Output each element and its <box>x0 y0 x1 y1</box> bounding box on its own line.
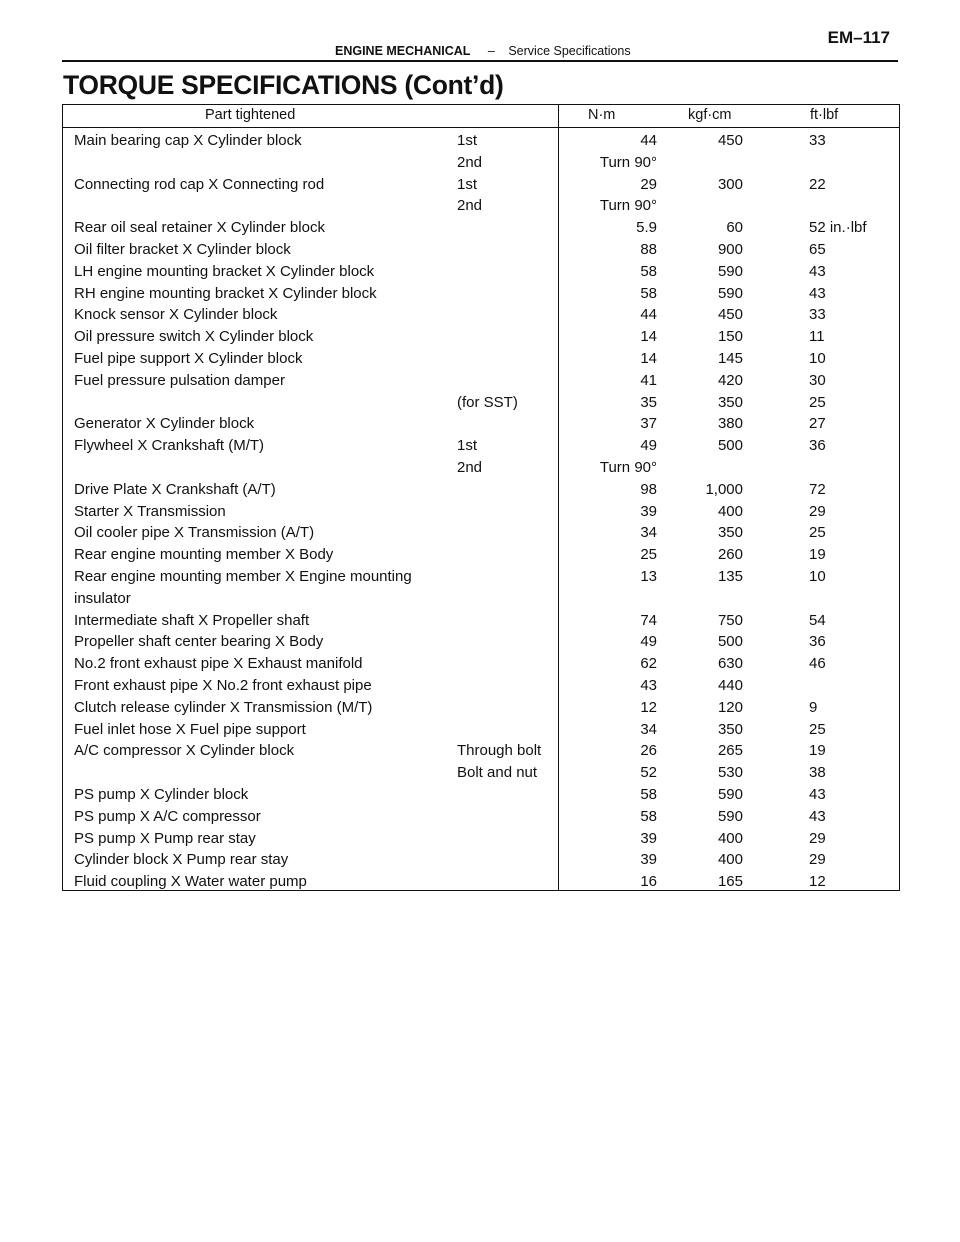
table-row <box>63 325 899 347</box>
ftlbf-cell: 10 <box>809 349 826 367</box>
table-row <box>63 369 899 391</box>
ftlbf-cell: 43 <box>809 262 826 280</box>
part-cell: A/C compressor X Cylinder block <box>74 742 295 760</box>
part-cell: PS pump X A/C compressor <box>74 807 261 825</box>
kgf-cell: 380 <box>717 415 743 433</box>
ftlbf-cell: 46 <box>809 655 826 673</box>
ftlbf-cell: 25 <box>809 524 826 542</box>
nm-cell: 25 <box>640 546 657 564</box>
table-row <box>63 848 899 870</box>
part-cell: Fuel pipe support X Cylinder block <box>74 349 303 367</box>
part-cell: Rear engine mounting member X Engine mounting insulator <box>74 567 412 607</box>
ftlbf-cell: 30 <box>809 371 826 389</box>
ftlbf-cell: 38 <box>809 764 826 782</box>
part-cell: Intermediate shaft X Propeller shaft <box>74 611 310 629</box>
part-cell: Cylinder block X Pump rear stay <box>74 851 289 869</box>
ftlbf-cell: 65 <box>809 240 826 258</box>
part-cell: Rear oil seal retainer X Cylinder block <box>74 219 325 237</box>
table-row <box>63 282 899 304</box>
nm-cell: 39 <box>640 851 657 869</box>
header-section: ENGINE MECHANICAL <box>335 44 471 58</box>
ftlbf-cell: 27 <box>809 415 826 433</box>
kgf-cell: 750 <box>717 611 743 629</box>
condition-cell: 2nd <box>457 153 483 171</box>
nm-cell: 49 <box>640 437 657 455</box>
page-title: TORQUE SPECIFICATIONS (Cont’d) <box>63 70 504 100</box>
table-row <box>63 783 899 805</box>
ftlbf-cell: 36 <box>809 437 826 455</box>
kgf-cell: 350 <box>717 524 743 542</box>
table-row <box>63 216 899 238</box>
kgf-cell: 450 <box>717 132 743 149</box>
ftlbf-cell: 33 <box>809 132 826 149</box>
ftlbf-cell: 29 <box>809 829 826 847</box>
table-row <box>63 303 899 325</box>
nm-cell: 49 <box>640 633 657 651</box>
col-header-kgf: kgf·cm <box>688 107 732 123</box>
part-cell: PS pump X Cylinder block <box>74 785 249 803</box>
header-separator: – <box>487 44 495 58</box>
nm-cell: Turn 90° <box>599 153 657 171</box>
nm-cell: Turn 90° <box>599 458 657 476</box>
col-header-nm: N·m <box>588 107 616 123</box>
nm-cell: 74 <box>640 611 657 629</box>
table-row <box>63 827 899 849</box>
condition-cell: 1st <box>457 175 478 193</box>
nm-cell: 12 <box>640 698 657 716</box>
condition-cell: (for SST) <box>457 393 518 411</box>
part-cell: Connecting rod cap X Connecting rod <box>74 175 325 193</box>
part-cell: Front exhaust pipe X No.2 front exhaust pipe <box>74 676 372 694</box>
nm-cell: 44 <box>640 306 657 324</box>
ftlbf-cell: 36 <box>809 633 826 651</box>
kgf-cell: 630 <box>717 655 743 673</box>
nm-cell: 14 <box>640 328 657 346</box>
table-row <box>63 521 899 543</box>
part-cell: Clutch release cylinder X Transmission (M/T) <box>74 698 373 716</box>
kgf-cell: 530 <box>717 764 743 782</box>
ftlbf-cell: 9 <box>809 698 818 716</box>
ftlbf-cell: 43 <box>809 785 826 803</box>
kgf-cell: 420 <box>717 371 743 389</box>
part-cell: Starter X Transmission <box>74 502 226 520</box>
part-cell: Propeller shaft center bearing X Body <box>74 633 324 651</box>
ftlbf-cell: 11 <box>809 328 825 346</box>
condition-cell: 2nd <box>457 197 483 215</box>
condition-cell: 1st <box>457 132 478 149</box>
kgf-cell: 400 <box>717 851 743 869</box>
ftlbf-cell: 54 <box>809 611 826 629</box>
nm-cell: 41 <box>640 371 657 389</box>
ftlbf-cell: 19 <box>809 742 826 760</box>
kgf-cell: 150 <box>717 328 743 346</box>
table-row <box>63 347 899 369</box>
table-row <box>63 870 899 892</box>
kgf-cell: 500 <box>717 437 743 455</box>
nm-cell: 29 <box>640 175 657 193</box>
kgf-cell: 440 <box>717 676 743 694</box>
nm-cell: 35 <box>640 393 657 411</box>
nm-cell: 39 <box>640 502 657 520</box>
nm-cell: 58 <box>640 785 657 803</box>
nm-cell: 37 <box>640 415 657 433</box>
part-cell: RH engine mounting bracket X Cylinder block <box>74 284 377 302</box>
kgf-cell: 1,000 <box>705 480 743 498</box>
table-row <box>63 194 899 216</box>
nm-cell: 5.9 <box>636 219 657 237</box>
nm-cell: 39 <box>640 829 657 847</box>
table-row <box>63 478 899 500</box>
nm-cell: 98 <box>640 480 657 498</box>
kgf-cell: 450 <box>717 306 743 324</box>
table-row <box>63 151 899 173</box>
table-row <box>63 543 899 565</box>
table-row <box>63 696 899 718</box>
col-header-part: Part tightened <box>205 107 296 123</box>
condition-cell: 1st <box>457 437 478 455</box>
part-cell: Oil cooler pipe X Transmission (A/T) <box>74 524 315 542</box>
table-row <box>63 238 899 260</box>
nm-cell: 34 <box>640 524 657 542</box>
part-cell: No.2 front exhaust pipe X Exhaust manifold <box>74 655 363 673</box>
kgf-cell: 400 <box>717 502 743 520</box>
kgf-cell: 300 <box>717 175 743 193</box>
ftlbf-cell: 29 <box>809 502 826 520</box>
table-header <box>63 105 899 128</box>
nm-cell: 44 <box>640 132 657 149</box>
table-row <box>63 391 899 413</box>
kgf-cell: 120 <box>717 698 743 716</box>
part-cell: Oil filter bracket X Cylinder block <box>74 240 291 258</box>
kgf-cell: 590 <box>717 807 743 825</box>
kgf-cell: 135 <box>717 567 743 585</box>
part-cell: Rear engine mounting member X Body <box>74 546 334 564</box>
header-subsection: Service Specifications <box>508 44 631 58</box>
table-row <box>63 260 899 282</box>
table-row <box>63 129 899 151</box>
table-row <box>63 565 899 609</box>
ftlbf-cell: 22 <box>809 175 826 193</box>
part-cell: Fuel pressure pulsation damper <box>74 371 285 389</box>
kgf-cell: 400 <box>717 829 743 847</box>
ftlbf-cell: 33 <box>809 306 826 324</box>
table-row <box>63 739 899 761</box>
ftlbf-cell: 12 <box>809 873 826 891</box>
nm-cell: 16 <box>640 873 657 891</box>
kgf-cell: 590 <box>717 785 743 803</box>
nm-cell: 88 <box>640 240 657 258</box>
ftlbf-cell: 25 <box>809 720 826 738</box>
nm-cell: 62 <box>640 655 657 673</box>
nm-cell: 34 <box>640 720 657 738</box>
condition-cell: 2nd <box>457 458 483 476</box>
page-header <box>0 0 960 62</box>
nm-cell: 26 <box>640 742 657 760</box>
ftlbf-cell: 43 <box>809 807 826 825</box>
kgf-cell: 350 <box>717 720 743 738</box>
nm-cell: 58 <box>640 284 657 302</box>
table-row <box>63 805 899 827</box>
table-row <box>63 652 899 674</box>
kgf-cell: 590 <box>717 284 743 302</box>
table-row <box>63 173 899 195</box>
nm-cell: 43 <box>640 676 657 694</box>
header-rule <box>62 60 898 62</box>
ftlbf-cell: 43 <box>809 284 826 302</box>
part-cell: PS pump X Pump rear stay <box>74 829 256 847</box>
part-cell: Fluid coupling X Water water pump <box>74 873 307 891</box>
part-cell: Drive Plate X Crankshaft (A/T) <box>74 480 276 498</box>
table-row <box>63 718 899 740</box>
part-cell: Oil pressure switch X Cylinder block <box>74 328 314 346</box>
table-row <box>63 761 899 783</box>
part-cell: LH engine mounting bracket X Cylinder block <box>74 262 375 280</box>
condition-cell: Through bolt <box>457 742 542 760</box>
kgf-cell: 260 <box>717 546 743 564</box>
table-body <box>63 129 899 892</box>
condition-cell: Bolt and nut <box>457 764 538 782</box>
table-row <box>63 630 899 652</box>
ftlbf-cell: 29 <box>809 851 826 869</box>
part-cell: Generator X Cylinder block <box>74 415 255 433</box>
table-row <box>63 412 899 434</box>
kgf-cell: 60 <box>726 219 743 237</box>
nm-cell: 14 <box>640 349 657 367</box>
nm-cell: 13 <box>640 567 657 585</box>
nm-cell: 58 <box>640 807 657 825</box>
col-header-ft: ft·lbf <box>810 107 839 123</box>
table-row <box>63 456 899 478</box>
kgf-cell: 900 <box>717 240 743 258</box>
nm-cell: 58 <box>640 262 657 280</box>
kgf-cell: 500 <box>717 633 743 651</box>
running-header <box>335 44 631 58</box>
kgf-cell: 590 <box>717 262 743 280</box>
nm-cell: 52 <box>640 764 657 782</box>
part-cell: Fuel inlet hose X Fuel pipe support <box>74 720 306 738</box>
table-row <box>63 609 899 631</box>
kgf-cell: 165 <box>717 873 743 891</box>
kgf-cell: 145 <box>717 349 743 367</box>
ftlbf-cell: 25 <box>809 393 826 411</box>
kgf-cell: 265 <box>717 742 743 760</box>
nm-cell: Turn 90° <box>599 197 657 215</box>
table-row <box>63 434 899 456</box>
kgf-cell: 350 <box>717 393 743 411</box>
ftlbf-cell: 10 <box>809 567 826 585</box>
table-row <box>63 500 899 522</box>
ftlbf-cell: 19 <box>809 546 826 564</box>
part-cell: Main bearing cap X Cylinder block <box>74 132 302 149</box>
part-cell: Flywheel X Crankshaft (M/T) <box>74 437 265 455</box>
table-row <box>63 674 899 696</box>
torque-spec-table <box>62 104 900 891</box>
ftlbf-cell: 72 <box>809 480 826 498</box>
ftlbf-cell: 52 in.·lbf <box>809 219 867 237</box>
page-code: EM–117 <box>827 28 890 47</box>
part-cell: Knock sensor X Cylinder block <box>74 306 278 324</box>
